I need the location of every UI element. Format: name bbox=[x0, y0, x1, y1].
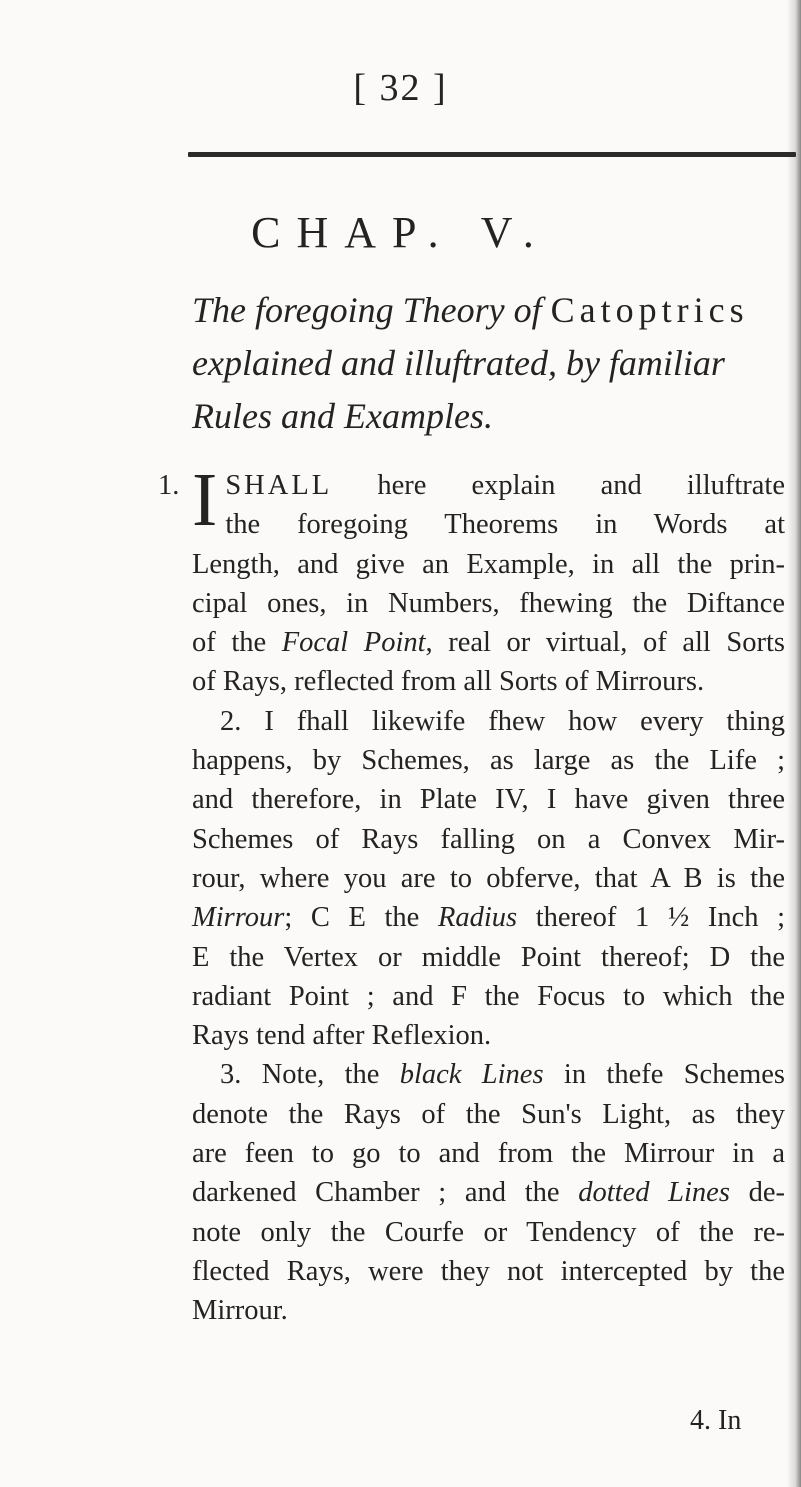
dotted-lines-term: dotted Lines bbox=[578, 1177, 730, 1209]
catchword: 4. In bbox=[690, 1405, 742, 1436]
paragraph-1-line-5 bbox=[192, 623, 785, 662]
paragraph-1-number: 1. bbox=[158, 470, 180, 501]
paragraph-2-line-7: E the Vertex or middle Point thereof; D the bbox=[192, 941, 785, 973]
paragraph-2-line-6 bbox=[192, 898, 785, 937]
paragraph-1 bbox=[158, 458, 785, 702]
paragraph-2-line-8: radiant Point ; and F the Focus to which the bbox=[192, 980, 785, 1012]
paragraph-3-line-6: flected Rays, were they not intercepted by the bbox=[192, 1255, 785, 1287]
p3-l4-c: de- bbox=[729, 1177, 785, 1209]
p1-l5-c: , real or virtual, of all Sorts bbox=[425, 627, 785, 659]
p1-l5-a: of the bbox=[192, 627, 282, 659]
paragraph-1-line-4: cipal ones, in Numbers, fhewing the Diftance bbox=[192, 587, 785, 619]
mirrour-term: Mirrour bbox=[192, 902, 285, 934]
subtitle-line-1 bbox=[192, 284, 792, 337]
subtitle-line-2: explained and illuftrated, by familiar bbox=[192, 343, 725, 383]
p3-l4-a: darkened Chamber ; and the bbox=[192, 1177, 579, 1209]
black-lines-term: black Lines bbox=[399, 1059, 544, 1091]
paragraph-3-line-1 bbox=[192, 1055, 785, 1094]
drop-cap: I bbox=[192, 458, 218, 542]
p3-l1-c: in thefe Schemes bbox=[543, 1059, 786, 1091]
radius-term: Radius bbox=[437, 902, 518, 934]
paragraph-1-line-1 bbox=[192, 466, 785, 505]
page-number: [ 32 ] bbox=[353, 67, 448, 109]
paragraph-3-line-5: note only the Courfe or Tendency of the re- bbox=[192, 1216, 785, 1248]
paragraph-3 bbox=[192, 1055, 785, 1330]
p2-l6-d: thereof 1 ½ Inch ; bbox=[517, 902, 785, 934]
header-rule bbox=[188, 152, 796, 157]
paragraph-1-line-3: Length, and give an Example, in all the prin- bbox=[192, 548, 785, 580]
paragraph-3-line-3: are feen to go to and from the Mirrour in a bbox=[192, 1138, 785, 1170]
paragraph-3-line-7: Mirrour. bbox=[192, 1295, 288, 1327]
p3-l1-a: 3. Note, the bbox=[220, 1059, 400, 1091]
paragraph-1-line-2: the foregoing Theorems in Words at bbox=[225, 509, 785, 541]
paragraph-2-line-1: 2. I fhall likewife fhew how every thing bbox=[220, 705, 785, 737]
chapter-heading: CHAP. V. bbox=[251, 208, 550, 257]
body-text bbox=[158, 458, 786, 1331]
subtitle-line-3: Rules and Examples. bbox=[192, 396, 493, 436]
paragraph-2-line-5: rour, where you are to obferve, that A B is the bbox=[192, 862, 785, 894]
paragraph-3-line-2: denote the Rays of the Sun's Light, as they bbox=[192, 1098, 785, 1130]
paragraph-2 bbox=[192, 702, 785, 1056]
paragraph-1-line-6: of Rays, reflected from all Sorts of Mirrours. bbox=[192, 666, 705, 698]
paragraph-2-line-9: Rays tend after Reflexion. bbox=[192, 1020, 492, 1052]
chapter-subtitle bbox=[192, 284, 792, 443]
shall-word: SHALL bbox=[225, 470, 333, 501]
paragraph-2-line-3: and therefore, in Plate IV, I have given three bbox=[192, 784, 785, 816]
paragraph-3-line-4 bbox=[192, 1173, 785, 1212]
focal-point-term: Focal Point bbox=[281, 627, 426, 659]
paragraph-2-line-2: happens, by Schemes, as large as the Life ; bbox=[192, 745, 785, 777]
paragraph-1-line-1-rest: here explain and illuftrate bbox=[332, 470, 785, 501]
p2-l6-b: ; C E the bbox=[284, 902, 438, 934]
subtitle-text-1a: The foregoing Theory of bbox=[192, 290, 551, 330]
subtitle-catoptrics: Catoptrics bbox=[550, 290, 749, 330]
paragraph-2-line-4: Schemes of Rays falling on a Convex Mir- bbox=[192, 823, 785, 855]
